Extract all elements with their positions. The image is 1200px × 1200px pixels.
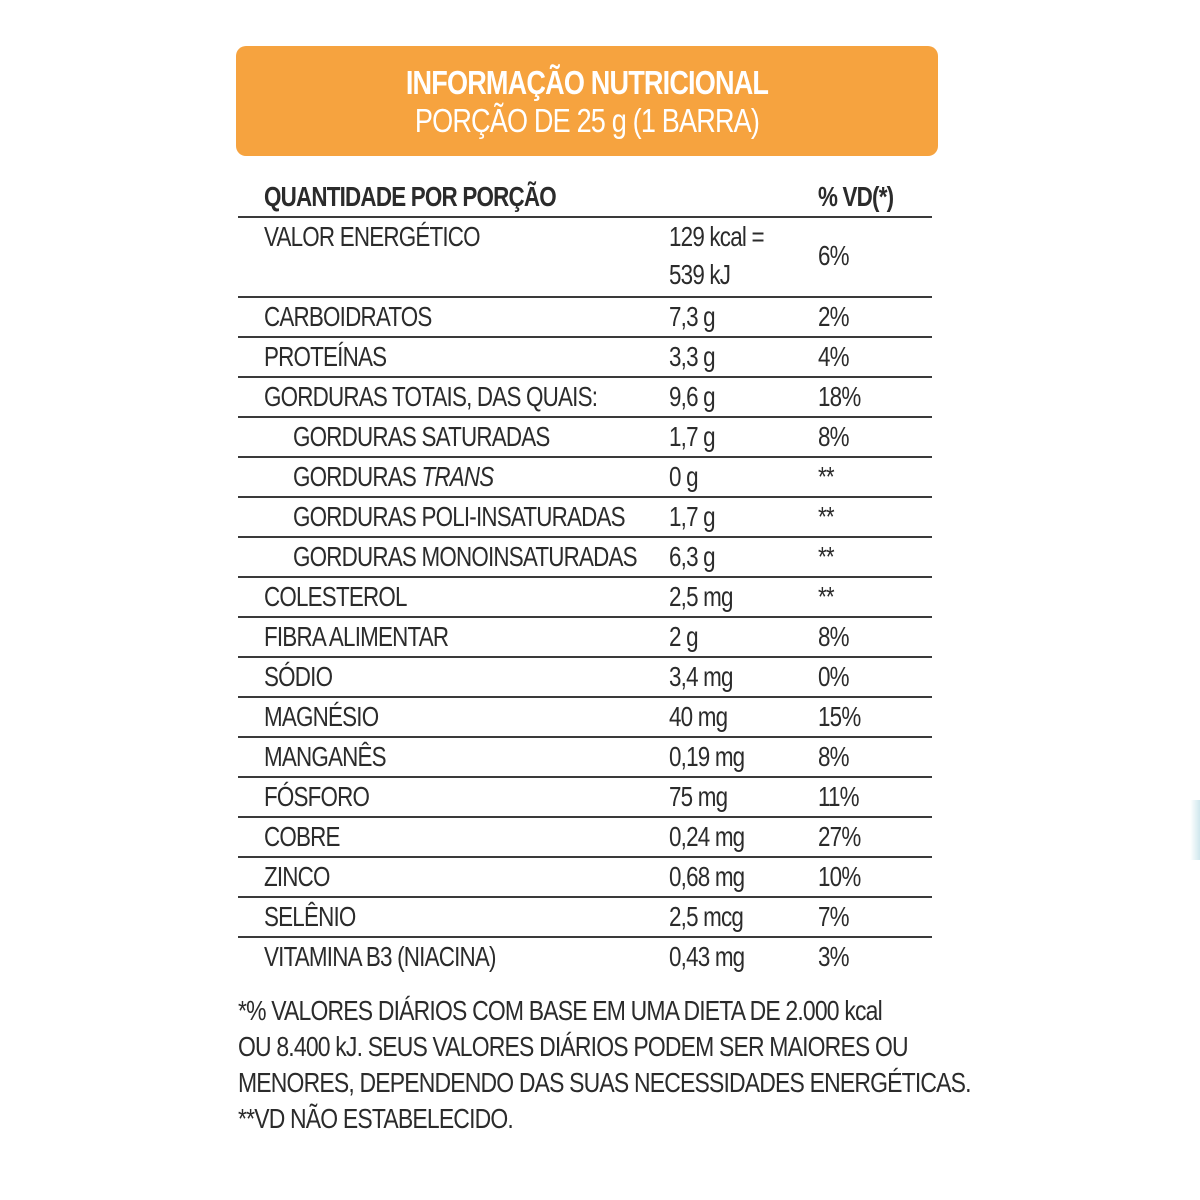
nutrient-amount: 1,7 g (669, 421, 715, 452)
nutrient-vd: 3% (818, 941, 849, 972)
footnote-line: **VD NÃO ESTABELECIDO. (238, 1103, 513, 1134)
nutrient-amount: 2,5 mg (669, 581, 733, 612)
table-row (238, 618, 932, 658)
table-row (238, 738, 932, 778)
table-row (238, 458, 932, 498)
table-row (238, 338, 932, 378)
table-row (238, 658, 932, 698)
nutrient-vd: 4% (818, 341, 849, 372)
nutrient-amount (669, 218, 764, 294)
nutrition-table (238, 178, 932, 976)
nutrient-amount: 0,43 mg (669, 941, 745, 972)
serving-size: PORÇÃO DE 25 g (1 BARRA) (414, 102, 760, 139)
nutrient-amount: 2,5 mcg (669, 901, 744, 932)
table-header-row (238, 178, 932, 218)
nutrient-vd: ** (818, 581, 834, 612)
nutrient-vd: 0% (818, 661, 849, 692)
nutrient-vd: 2% (818, 301, 849, 332)
footnote (238, 993, 971, 1137)
nutrient-name: FIBRA ALIMENTAR (264, 621, 449, 652)
nutrient-vd: 15% (818, 701, 861, 732)
nutrient-vd: ** (818, 461, 834, 492)
nutrient-amount: 7,3 g (669, 301, 715, 332)
nutrient-amount: 6,3 g (669, 541, 715, 572)
nutrient-name-prefix: GORDURAS (293, 461, 417, 492)
nutrient-vd: 18% (818, 381, 861, 412)
label-header-banner (236, 46, 938, 156)
footnote-line: *% VALORES DIÁRIOS COM BASE EM UMA DIETA DE 2.000 kcal (238, 995, 882, 1026)
table-row (238, 698, 932, 738)
table-row (238, 498, 932, 538)
nutrient-name-italic: TRANS (421, 461, 494, 492)
nutrient-amount: 0 g (669, 461, 698, 492)
nutrient-amount: 0,24 mg (669, 821, 745, 852)
nutrient-name: FÓSFORO (264, 781, 370, 812)
nutrient-amount: 3,3 g (669, 341, 715, 372)
nutrient-name: CARBOIDRATOS (264, 301, 432, 332)
nutrient-vd: 10% (818, 861, 861, 892)
table-row (238, 818, 932, 858)
nutrient-vd: ** (818, 541, 834, 572)
table-row (238, 578, 932, 618)
nutrient-vd: ** (818, 501, 834, 532)
nutrient-amount: 9,6 g (669, 381, 715, 412)
nutrient-name: VALOR ENERGÉTICO (264, 221, 480, 252)
nutrient-name: COBRE (264, 821, 340, 852)
nutrient-name: COLESTEROL (264, 581, 407, 612)
nutrient-vd: 8% (818, 621, 849, 652)
nutrient-vd: 11% (818, 781, 859, 812)
table-row (238, 858, 932, 898)
nutrient-amount: 0,68 mg (669, 861, 745, 892)
table-row (238, 938, 932, 976)
vd-column-header: % VD(*) (818, 181, 894, 212)
quantity-column-header: QUANTIDADE POR PORÇÃO (264, 181, 556, 212)
energy-kcal: 129 kcal = (669, 221, 764, 252)
footnote-line: OU 8.400 kJ. SEUS VALORES DIÁRIOS PODEM SER MAIORES OU (238, 1031, 908, 1062)
nutrient-amount: 40 mg (669, 701, 728, 732)
footnote-line: MENORES, DEPENDENDO DAS SUAS NECESSIDADES ENERGÉTICAS. (238, 1067, 971, 1098)
nutrient-name (293, 461, 493, 493)
nutrient-name: SELÊNIO (264, 901, 356, 932)
nutrient-amount: 1,7 g (669, 501, 715, 532)
nutrient-name: ZINCO (264, 861, 330, 892)
nutrient-name: PROTEÍNAS (264, 341, 387, 372)
nutrient-name: SÓDIO (264, 661, 333, 692)
table-row (238, 778, 932, 818)
nutrient-amount: 0,19 mg (669, 741, 745, 772)
table-row (238, 898, 932, 938)
nutrient-vd: 8% (818, 421, 849, 452)
nutrient-name: MAGNÉSIO (264, 701, 379, 732)
nutrient-name: GORDURAS POLI-INSATURADAS (293, 501, 625, 532)
nutrient-name: GORDURAS TOTAIS, DAS QUAIS: (264, 381, 598, 412)
label-title: INFORMAÇÃO NUTRICIONAL (405, 64, 769, 101)
edge-decoration (1190, 800, 1200, 860)
nutrient-name: VITAMINA B3 (NIACINA) (264, 941, 496, 972)
nutrient-vd: 7% (818, 901, 849, 932)
table-row (238, 378, 932, 418)
nutrient-vd: 6% (818, 240, 849, 271)
table-row-energy (238, 218, 932, 298)
nutrient-name: MANGANÊS (264, 741, 386, 772)
nutrient-amount: 2 g (669, 621, 698, 652)
nutrient-vd: 27% (818, 821, 861, 852)
energy-kj: 539 kJ (669, 259, 731, 290)
nutrient-name: GORDURAS SATURADAS (293, 421, 550, 452)
nutrient-amount: 3,4 mg (669, 661, 733, 692)
table-row (238, 418, 932, 458)
nutrient-amount: 75 mg (669, 781, 728, 812)
table-row (238, 538, 932, 578)
nutrient-vd: 8% (818, 741, 849, 772)
nutrient-name: GORDURAS MONOINSATURADAS (293, 541, 637, 572)
table-row (238, 298, 932, 338)
